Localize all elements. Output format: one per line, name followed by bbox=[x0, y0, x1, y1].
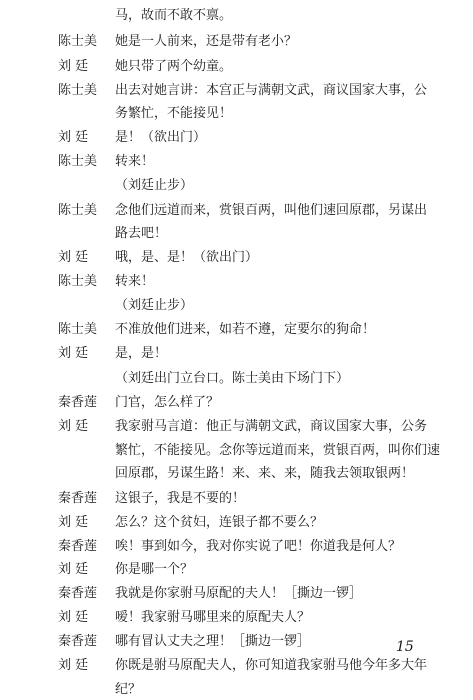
line-text: 马，故而不敢不禀。 bbox=[115, 8, 233, 23]
dialogue-line bbox=[0, 6, 473, 26]
dialogue-line bbox=[0, 489, 473, 509]
dialogue-line bbox=[0, 272, 473, 292]
speaker-name: 陈士美 bbox=[58, 154, 98, 169]
line-text: （刘廷止步） bbox=[115, 298, 194, 313]
speaker-name: 秦香莲 bbox=[58, 539, 98, 554]
line-text: 转来！ bbox=[115, 274, 155, 289]
dialogue-line bbox=[0, 464, 473, 484]
line-text: 哪有冒认丈夫之理！［撕边一锣］ bbox=[115, 634, 311, 649]
line-text: 嗳！我家驸马哪里来的原配夫人？ bbox=[115, 610, 311, 625]
speaker-name: 刘 廷 bbox=[58, 515, 89, 530]
speaker-name: 刘 廷 bbox=[58, 419, 89, 434]
dialogue-line bbox=[0, 441, 473, 461]
line-text: 哦，是、是！（欲出门） bbox=[115, 250, 259, 265]
dialogue-line bbox=[0, 608, 473, 628]
line-text: 纪？ bbox=[115, 682, 142, 697]
line-text: 是！（欲出门） bbox=[115, 130, 207, 145]
line-text: 繁忙，不能接见。念你等远道而来，赏银百两，叫你们速 bbox=[115, 443, 441, 458]
dialogue-line bbox=[0, 296, 473, 316]
line-text: 念他们远道而来，赏银百两，叫他们速回原郡，另谋出 bbox=[115, 203, 428, 218]
speaker-name: 陈士美 bbox=[58, 322, 98, 337]
dialogue-line bbox=[0, 32, 473, 52]
speaker-name: 秦香莲 bbox=[58, 586, 98, 601]
line-text: 她是一人前来，还是带有老小？ bbox=[115, 34, 298, 49]
line-text: 怎么？这个贫妇，连银子都不要么？ bbox=[115, 515, 324, 530]
dialogue-line bbox=[0, 224, 473, 244]
dialogue-line bbox=[0, 152, 473, 172]
speaker-name: 刘 廷 bbox=[58, 250, 89, 265]
dialogue-line bbox=[0, 128, 473, 148]
speaker-name: 秦香莲 bbox=[58, 491, 98, 506]
speaker-name: 秦香莲 bbox=[58, 634, 98, 649]
line-text: 是，是！ bbox=[115, 346, 168, 361]
dialogue-line bbox=[0, 560, 473, 580]
dialogue-line bbox=[0, 369, 473, 389]
dialogue-line bbox=[0, 57, 473, 77]
dialogue-line bbox=[0, 680, 473, 700]
dialogue-line bbox=[0, 104, 473, 124]
speaker-name: 秦香莲 bbox=[58, 395, 98, 410]
speaker-name: 刘 廷 bbox=[58, 346, 89, 361]
line-text: 她只带了两个幼童。 bbox=[115, 59, 233, 74]
line-text: 出去对她言讲：本宫正与满朝文武，商议国家大事，公 bbox=[115, 83, 428, 98]
line-text: 你既是驸马原配夫人，你可知道我家驸马他今年多大年 bbox=[115, 658, 428, 673]
line-text: 这银子，我是不要的！ bbox=[115, 491, 246, 506]
line-text: 路去吧！ bbox=[115, 226, 168, 241]
dialogue-line bbox=[0, 320, 473, 340]
speaker-name: 陈士美 bbox=[58, 274, 98, 289]
dialogue-line bbox=[0, 201, 473, 221]
dialogue-line bbox=[0, 537, 473, 557]
speaker-name: 刘 廷 bbox=[58, 658, 89, 673]
line-text: 唉！事到如今，我对你实说了吧！你道我是何人？ bbox=[115, 539, 402, 554]
speaker-name: 刘 廷 bbox=[58, 130, 89, 145]
speaker-name: 刘 廷 bbox=[58, 610, 89, 625]
dialogue-line bbox=[0, 81, 473, 101]
speaker-name: 陈士美 bbox=[58, 34, 98, 49]
speaker-name: 刘 廷 bbox=[58, 59, 89, 74]
dialogue-line bbox=[0, 513, 473, 533]
line-text: 转来！ bbox=[115, 154, 155, 169]
line-text: 务繁忙，不能接见！ bbox=[115, 106, 233, 121]
page-number: 15 bbox=[396, 639, 414, 655]
dialogue-line bbox=[0, 393, 473, 413]
line-text: 不准放他们进来，如若不遵，定要尔的狗命！ bbox=[115, 322, 376, 337]
line-text: 回原郡，另谋生路！来、来、来，随我去领取银两！ bbox=[115, 466, 415, 481]
dialogue-line bbox=[0, 417, 473, 437]
line-text: 我就是你家驸马原配的夫人！［撕边一锣］ bbox=[115, 586, 363, 601]
line-text: 门官，怎么样了？ bbox=[115, 395, 220, 410]
line-text: 我家驸马言道：他正与满朝文武，商议国家大事，公务 bbox=[115, 419, 428, 434]
dialogue-line bbox=[0, 176, 473, 196]
dialogue-line bbox=[0, 656, 473, 676]
dialogue-line bbox=[0, 248, 473, 268]
speaker-name: 陈士美 bbox=[58, 203, 98, 218]
line-text: （刘廷止步） bbox=[115, 178, 194, 193]
dialogue-line bbox=[0, 344, 473, 364]
line-text: （刘廷出门立台口。陈士美由下场门下） bbox=[115, 371, 350, 386]
speaker-name: 陈士美 bbox=[58, 83, 98, 98]
dialogue-line bbox=[0, 584, 473, 604]
line-text: 你是哪一个？ bbox=[115, 562, 194, 577]
speaker-name: 刘 廷 bbox=[58, 562, 89, 577]
